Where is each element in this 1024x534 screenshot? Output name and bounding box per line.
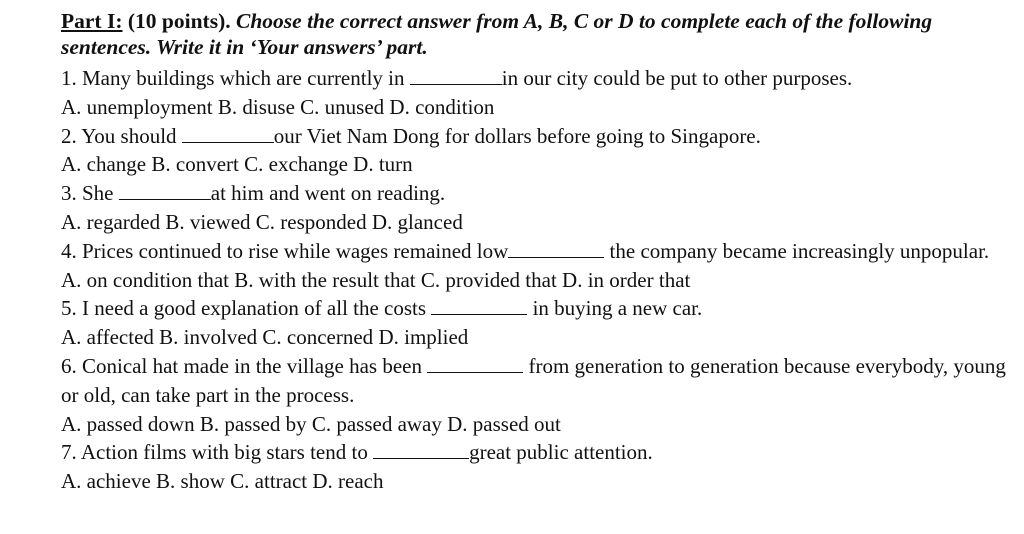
question-3-before: 3. She bbox=[61, 181, 119, 206]
question-2-after: our Viet Nam Dong for dollars before going to Singapore. bbox=[273, 123, 761, 148]
option-3a: A. regarded bbox=[61, 209, 161, 234]
options-6 bbox=[61, 410, 1011, 439]
options-4 bbox=[61, 266, 1011, 295]
question-3-after: at him and went on reading. bbox=[210, 181, 446, 206]
options-5 bbox=[61, 323, 1011, 352]
option-4d: D. in order that bbox=[562, 267, 691, 292]
option-6a: A. passed down bbox=[61, 411, 195, 436]
option-1b: B. disuse bbox=[217, 94, 295, 119]
option-6c: C. passed away bbox=[311, 411, 442, 436]
option-6d: D. passed out bbox=[447, 411, 561, 436]
options-7 bbox=[61, 467, 1011, 496]
options-3 bbox=[61, 208, 1011, 237]
question-4 bbox=[61, 237, 1011, 266]
question-6-after: from generation to generation because everybody, young or old, can take part in the process. bbox=[61, 353, 1006, 407]
question-4-after: the company became increasingly unpopular. bbox=[604, 238, 990, 263]
question-5 bbox=[61, 294, 1011, 323]
question-4-before: 4. Prices continued to rise while wages remained low bbox=[61, 238, 509, 263]
option-7c: C. attract bbox=[230, 469, 308, 494]
question-7-before: 7. Action films with big stars tend to bbox=[61, 440, 374, 465]
question-2 bbox=[61, 122, 1011, 151]
question-6-before: 6. Conical hat made in the village has been bbox=[61, 353, 428, 378]
option-1d: D. condition bbox=[389, 94, 495, 119]
question-2-before: 2. You should bbox=[61, 123, 182, 148]
question-1-after: in our city could be put to other purposes. bbox=[501, 66, 853, 90]
exercise-page bbox=[61, 8, 1011, 496]
answer-blank-3 bbox=[119, 179, 211, 200]
option-4b: B. with the result that bbox=[234, 267, 416, 292]
answer-blank-1 bbox=[410, 64, 502, 85]
answer-blank-2 bbox=[182, 122, 274, 143]
option-7a: A. achieve bbox=[61, 469, 151, 494]
options-2 bbox=[61, 150, 1011, 179]
answer-blank-6 bbox=[427, 352, 523, 373]
option-5b: B. involved bbox=[159, 325, 258, 350]
question-5-before: 5. I need a good explanation of all the costs bbox=[61, 296, 432, 321]
question-1-before: 1. Many buildings which are currently in bbox=[61, 66, 410, 90]
question-7 bbox=[61, 438, 1011, 467]
question-1 bbox=[61, 64, 1011, 93]
option-2b: B. convert bbox=[151, 152, 239, 177]
question-7-after: great public attention. bbox=[469, 440, 653, 465]
answer-blank-5 bbox=[431, 294, 527, 315]
option-3c: C. responded bbox=[255, 209, 367, 234]
points-label: (10 points). bbox=[122, 9, 231, 33]
question-3 bbox=[61, 179, 1011, 208]
option-2c: C. exchange bbox=[244, 152, 348, 177]
option-1c: C. unused bbox=[300, 94, 385, 119]
instruction-text: Choose the correct answer from A, B, C or D to complete each of the following sentences. Write it in ‘Your answers’ part. bbox=[61, 9, 933, 59]
option-2a: A. change bbox=[61, 152, 147, 177]
option-1a: A. unemployment bbox=[61, 94, 213, 119]
option-6b: B. passed by bbox=[199, 411, 307, 436]
answer-blank-4 bbox=[508, 237, 604, 258]
option-3d: D. glanced bbox=[371, 209, 463, 234]
option-4a: A. on condition that bbox=[61, 267, 229, 292]
question-5-after: in buying a new car. bbox=[527, 296, 703, 321]
option-5d: D. implied bbox=[378, 325, 469, 350]
option-5c: C. concerned bbox=[262, 325, 374, 350]
answer-blank-7 bbox=[373, 438, 469, 459]
option-7b: B. show bbox=[156, 469, 225, 494]
part-label: Part I: bbox=[61, 9, 123, 33]
option-3b: B. viewed bbox=[165, 209, 251, 234]
option-4c: C. provided that bbox=[420, 267, 557, 292]
option-2d: D. turn bbox=[353, 152, 413, 177]
question-6 bbox=[61, 352, 1011, 410]
option-7d: D. reach bbox=[312, 469, 384, 494]
option-5a: A. affected bbox=[61, 325, 154, 350]
part-heading bbox=[61, 8, 1011, 60]
options-1 bbox=[61, 93, 1011, 122]
